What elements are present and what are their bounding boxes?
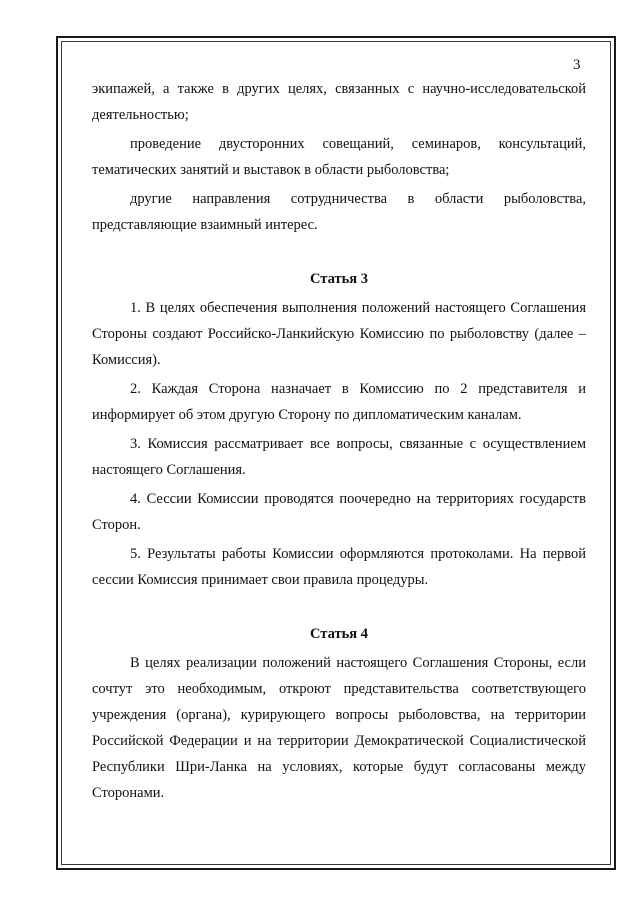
paragraph: экипажей, а также в других целях, связанных с научно-исследовательской деятельностью; xyxy=(92,81,586,123)
article-3-item-5: 5. Результаты работы Комиссии оформляются протоколами. На первой сессии Комиссия принимает свои правила процедуры. xyxy=(92,546,586,588)
article-3-item-4: 4. Сессии Комиссии проводятся поочередно на территориях государств Сторон. xyxy=(92,491,586,533)
article-3-item-1: 1. В целях обеспечения выполнения положений настоящего Соглашения Стороны создают Российско-Ланкийскую Комиссию по рыболовству (далее – Комиссия). xyxy=(92,300,586,368)
article-3-item-3: 3. Комиссия рассматривает все вопросы, связанные с осуществлением настоящего Соглашения. xyxy=(92,436,586,478)
page-number: 3 xyxy=(573,57,581,73)
paragraph: другие направления сотрудничества в области рыболовства, представляющие взаимный интерес. xyxy=(92,191,586,233)
article-3-item-2: 2. Каждая Сторона назначает в Комиссию по 2 представителя и информирует об этом другую Сторону по дипломатическим каналам. xyxy=(92,381,586,423)
article-4-paragraph: В целях реализации положений настоящего Соглашения Стороны, если сочтут это необходимым, откроют представительства соответствующего учреждения (органа), курирующего вопросы рыболовства, на территории Российской Федерации и на территории Демократической Социалистической Республики Шри-Ланка на условиях, которые будут согласованы между Сторонами. xyxy=(92,655,586,801)
article-4-title: Статья 4 xyxy=(310,626,368,642)
article-3 xyxy=(92,266,586,593)
article-4 xyxy=(92,621,586,806)
document-body xyxy=(92,76,586,806)
paragraph: проведение двусторонних совещаний, семинаров, консультаций, тематических занятий и выставок в области рыболовства; xyxy=(92,136,586,178)
article-2-continuation xyxy=(92,76,586,238)
article-3-title: Статья 3 xyxy=(310,271,368,287)
